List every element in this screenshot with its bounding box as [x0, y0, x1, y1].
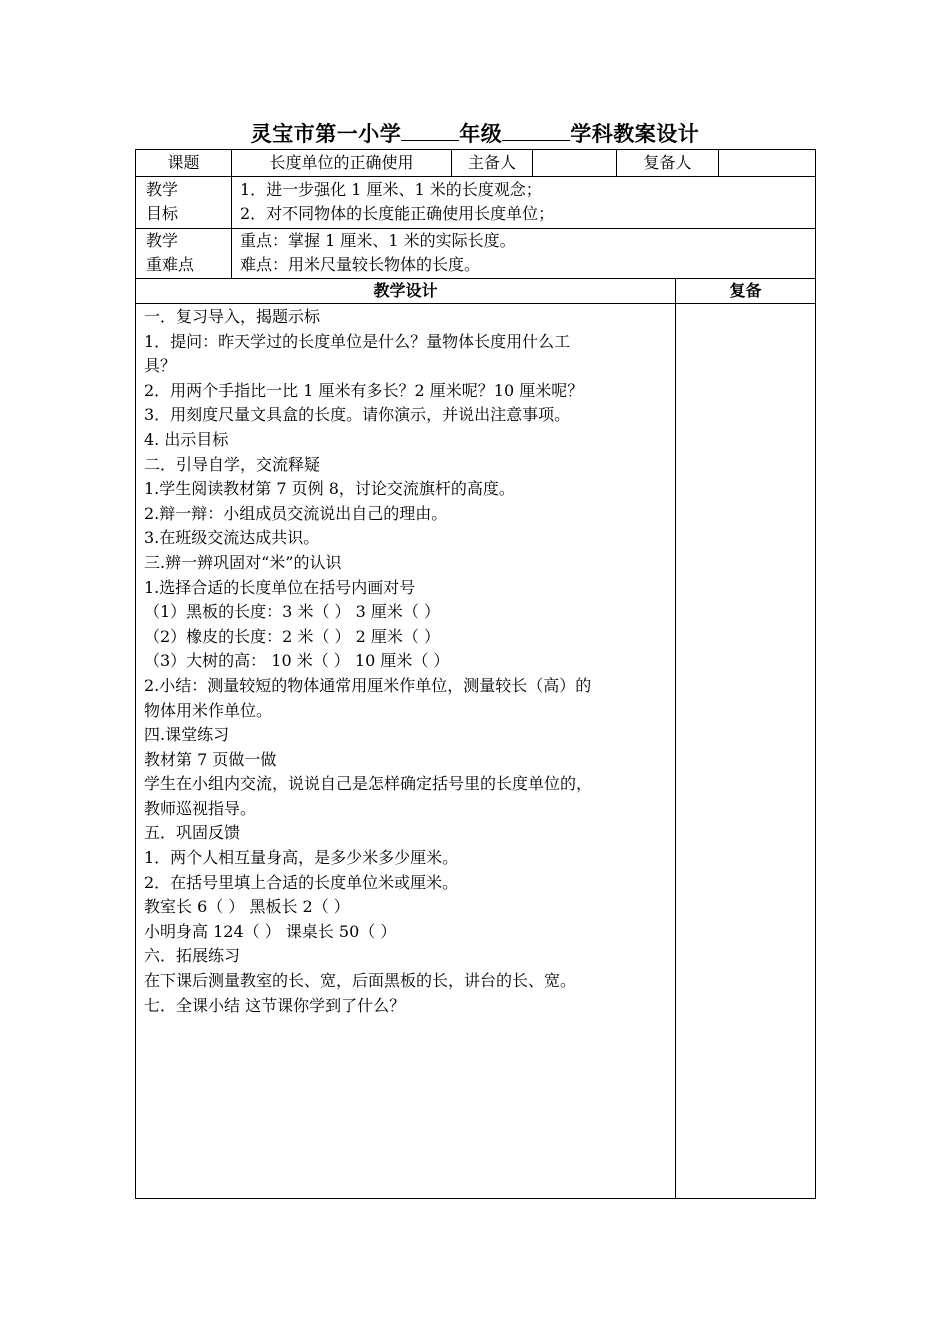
lesson-value: 长度单位的正确使用 — [269, 153, 414, 172]
design-line: 2．用两个手指比一比 1 厘米有多长？2 厘米呢？10 厘米呢？ — [144, 380, 584, 400]
design-body — [144, 305, 672, 1018]
design-line: 学生在小组内交流，说说自己是怎样确定括号里的长度单位的， — [144, 774, 593, 794]
design-line: 小明身高 124（ ） 课桌长 50（ ） — [144, 921, 397, 941]
design-line: 具？ — [144, 356, 177, 376]
design-line: 2.辩一辩：小组成员交流说出自己的理由。 — [144, 503, 448, 523]
keypoints-content — [240, 229, 516, 277]
goals-content — [240, 178, 554, 226]
row-divider — [136, 176, 815, 177]
design-line: 一．复习导入，揭题示标 — [144, 307, 321, 326]
design-line: 物体用米作单位。 — [144, 700, 273, 720]
page-title — [0, 118, 950, 148]
design-line: 教师巡视指导。 — [144, 798, 257, 818]
design-line: （3）大树的高： 10 米（ ） 10 厘米（ ） — [144, 651, 450, 671]
design-line: 教室长 6（ ） 黑板长 2（ ） — [144, 897, 350, 917]
design-line: （1）黑板的长度：3 米（ ） 3 厘米（ ） — [144, 602, 440, 622]
design-line: 1．两个人相互量身高，是多少米多少厘米。 — [144, 848, 459, 868]
goals-label — [146, 178, 178, 226]
grade-suffix: 年级 — [459, 122, 503, 146]
lesson-label: 课题 — [167, 153, 200, 172]
subject-suffix: 学科教案设计 — [570, 122, 700, 146]
design-line: 三.辨一辨巩固对“米”的认识 — [144, 552, 342, 572]
design-line: 六．拓展练习 — [144, 946, 241, 966]
review-header: 复备 — [729, 281, 762, 300]
design-header: 教学设计 — [373, 281, 438, 300]
design-line: 2．在括号里填上合适的长度单位米或厘米。 — [144, 872, 459, 892]
design-line: 4. 出示目标 — [144, 429, 229, 449]
design-line: 1．提问：昨天学过的长度单位是什么？量物体长度用什么工 — [144, 331, 571, 351]
review-notes-area[interactable] — [676, 304, 815, 1198]
keypoints-label-line: 重难点 — [146, 255, 195, 274]
col-divider — [532, 150, 533, 176]
design-line: 七．全课小结 这节课你学到了什么？ — [144, 995, 406, 1015]
design-line: 二．引导自学，交流释疑 — [144, 454, 321, 474]
grade-blank — [401, 122, 459, 141]
keypoints-label-line: 教学 — [146, 231, 179, 250]
goals-label-line: 教学 — [146, 180, 179, 199]
keypoint-line: 难点：用米尺量较长物体的长度。 — [240, 255, 481, 274]
main-preparer-label: 主备人 — [467, 153, 516, 172]
design-line: 3．用刻度尺量文具盒的长度。请你演示，并说出注意事项。 — [144, 405, 571, 425]
design-line: 2.小结：测量较短的物体通常用厘米作单位，测量较长（高）的 — [144, 675, 592, 695]
school-name: 灵宝市第一小学 — [250, 122, 402, 146]
goals-label-line: 目标 — [146, 204, 179, 223]
col-divider — [718, 150, 719, 176]
goal-line: 2．对不同物体的长度能正确使用长度单位； — [240, 204, 555, 223]
design-line: 1.选择合适的长度单位在括号内画对号 — [144, 577, 416, 597]
design-line: 四.课堂练习 — [144, 725, 230, 745]
design-line: 教材第 7 页做一做 — [144, 749, 277, 769]
design-line: 五．巩固反馈 — [144, 823, 241, 843]
design-line: 在下课后测量教室的长、宽，后面黑板的长，讲台的长、宽。 — [144, 971, 577, 991]
keypoints-label — [146, 229, 194, 277]
keypoint-line: 重点：掌握 1 厘米、1 米的实际长度。 — [240, 231, 516, 250]
design-line: 1.学生阅读教材第 7 页例 8，讨论交流旗杆的高度。 — [144, 479, 515, 499]
goal-line: 1．进一步强化 1 厘米、1 米的长度观念； — [240, 180, 542, 199]
co-preparer-label: 复备人 — [643, 153, 692, 172]
subject-blank — [502, 122, 570, 141]
design-line: 3.在班级交流达成共识。 — [144, 528, 320, 548]
design-line: （2）橡皮的长度：2 米（ ） 2 厘米（ ） — [144, 626, 440, 646]
lesson-plan-table — [135, 149, 816, 1199]
